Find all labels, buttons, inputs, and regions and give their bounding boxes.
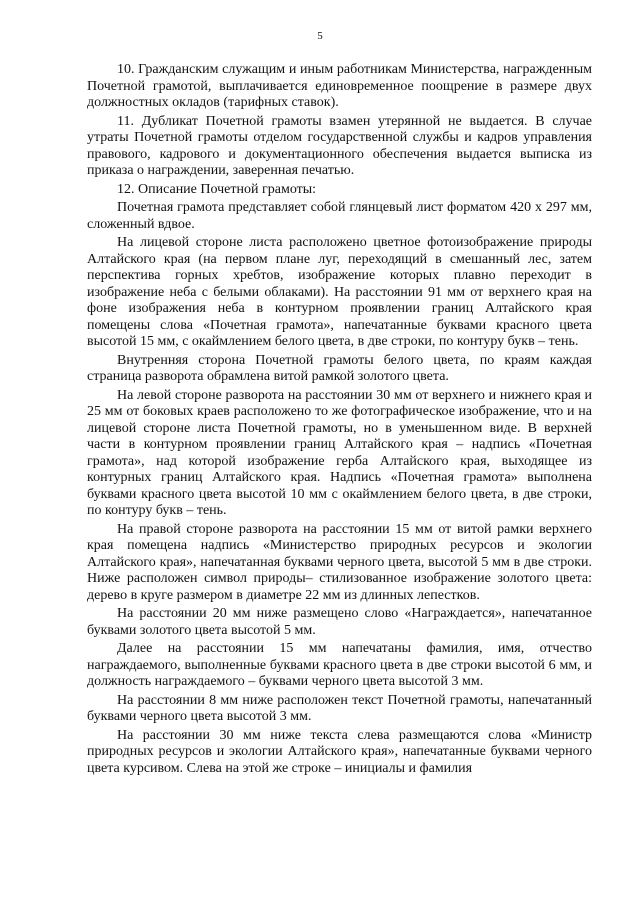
paragraph-recipient-name: Далее на расстоянии 15 мм напечатаны фамилия, имя, отчество награждаемого, выполненные буквами красного цвета в две строки высотой 6 мм, и должность награждаемого – буквами черного цвета высотой 3 мм. — [87, 641, 592, 689]
document-body — [87, 62, 592, 779]
paragraph-front-side: На лицевой стороне листа расположено цветное фотоизображение природы Алтайского края (на первом плане луг, переходящий в смешанный лес, затем перспектива горных хребтов, изображение которых плавно переходит в изображение неба с белыми облаками). На расстоянии 91 мм от верхнего края на фоне изображения неба в контурном проявлении границ Алтайского края помещены слова «Почетная грамота», напечатанные буквами красного цвета высотой 15 мм, с окаймлением белого цвета, в две строки, по контуру букв – тень. — [87, 235, 592, 349]
paragraph-format: Почетная грамота представляет собой глянцевый лист форматом 420 х 297 мм, сложенный вдвое. — [87, 200, 592, 232]
paragraph-12-description-heading: 12. Описание Почетной грамоты: — [117, 181, 317, 197]
paragraph-inner-side: Внутренняя сторона Почетной грамоты белого цвета, по краям каждая страница разворота обрамлена витой рамкой золотого цвета. — [87, 352, 592, 384]
paragraph-minister-signature: На расстоянии 30 мм ниже текста слева размещаются слова «Министр природных ресурсов и экологии Алтайского края», напечатанные буквами черного цвета курсивом. Слева на этой же строке – инициалы и фамилия — [87, 727, 592, 776]
paragraph-left-spread: На левой стороне разворота на расстоянии 30 мм от верхнего и нижнего края и 25 мм от боковых краев расположено то же фотографическое изображение, что и на лицевой стороне листа Почетной грамоты, но в уменьшенном виде. В верхней части в контурном проявлении границ Алтайского края – надпись «Почетная грамота», над которой изображение герба Алтайского края, выходящее из контурных границ Алтайского края. Надпись «Почетная грамота» выполнена буквами красного цвета высотой 10 мм с окаймлением белого цвета, в две строки, по контуру букв – тень. — [87, 387, 592, 518]
paragraph-certificate-text: На расстоянии 8 мм ниже расположен текст Почетной грамоты, напечатанный буквами черного цвета высотой 3 мм. — [87, 692, 592, 724]
paragraph-right-spread: На правой стороне разворота на расстоянии 15 мм от витой рамки верхнего края помещена надпись «Министерство природных ресурсов и экологии Алтайского края», напечатанная буквами черного цвета, высотой 5 мм в две строки. Ниже расположен символ природы– стилизованное изображение золотого цвета: дерево в круге размером в диаметре 22 мм из длинных лепестков. — [87, 521, 592, 603]
paragraph-11-duplicate: 11. Дубликат Почетной грамоты взамен утерянной не выдается. В случае утраты Почетной грамоты отделом государственной службы и кадров управления правового, кадрового и документационного обеспечения выдается выписка из приказа о награждении, заверенная печатью. — [87, 113, 592, 178]
paragraph-awarded-word: На расстоянии 20 мм ниже размещено слово «Награждается», напечатанное буквами золотого цвета высотой 5 мм. — [87, 606, 592, 638]
paragraph-10-cash-reward: 10. Гражданским служащим и иным работникам Министерства, награжденным Почетной грамотой, выплачивается единовременное поощрение в размере двух должностных окладов (тарифных ставок). — [87, 62, 592, 110]
page-number: 5 — [317, 30, 323, 42]
